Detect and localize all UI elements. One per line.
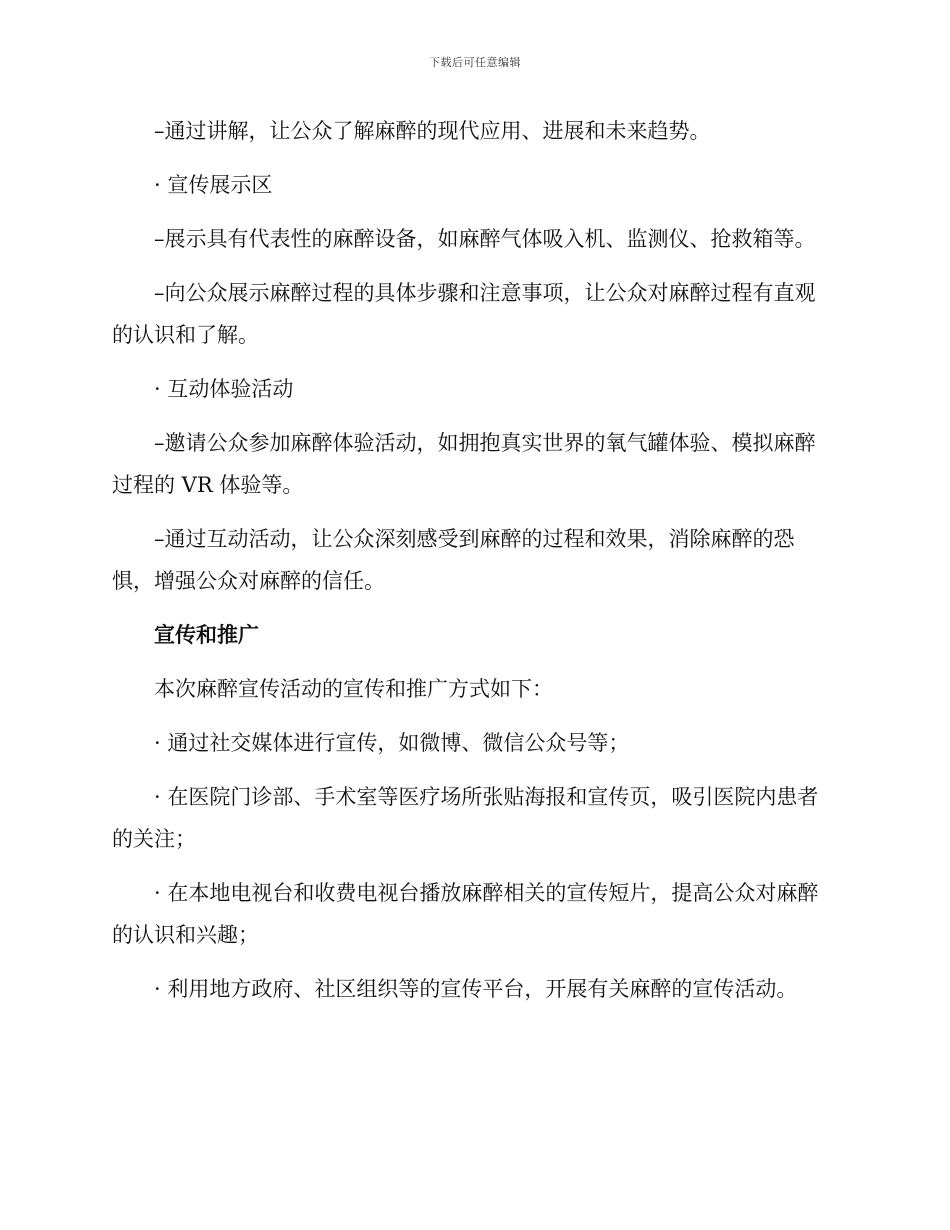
document-body [112, 110, 824, 1022]
bullet-government-platforms: · 利用地方政府、社区组织等的宣传平台，开展有关麻醉的宣传活动。 [154, 977, 798, 1001]
bullet-social-media: · 通过社交媒体进行宣传，如微博、微信公众号等； [154, 731, 630, 755]
paragraph-interactive-effect: –通过互动活动，让公众深刻感受到麻醉的过程和效果，消除麻醉的恐惧，增强公众对麻醉的信任。 [112, 527, 795, 593]
bullet-hospital-posters: · 在医院门诊部、手术室等医疗场所张贴海报和宣传页，吸引医院内患者的关注； [112, 785, 819, 851]
paragraph-promotion-intro: 本次麻醉宣传活动的宣传和推广方式如下： [154, 677, 553, 701]
paragraph-invite-experience: –邀请公众参加麻醉体验活动，如拥抱真实世界的氧气罐体验、模拟麻醉过程的 VR 体验等。 [112, 431, 816, 497]
paragraph-lecture-goal: –通过讲解，让公众了解麻醉的现代应用、进展和未来趋势。 [154, 119, 711, 143]
bullet-interactive-experience: · 互动体验活动 [154, 377, 294, 401]
paragraph-equipment-display: –展示具有代表性的麻醉设备，如麻醉气体吸入机、监测仪、抢救箱等。 [154, 227, 816, 251]
bullet-exhibition-area: · 宣传展示区 [154, 173, 273, 197]
section-heading-promotion: 宣传和推广 [154, 623, 259, 647]
paragraph-process-display: –向公众展示麻醉过程的具体步骤和注意事项，让公众对麻醉过程有直观的认识和了解。 [112, 281, 816, 347]
bullet-tv-broadcast: · 在本地电视台和收费电视台播放麻醉相关的宣传短片，提高公众对麻醉的认识和兴趣； [112, 881, 819, 947]
page-header-note: 下载后可任意编辑 [429, 56, 521, 69]
